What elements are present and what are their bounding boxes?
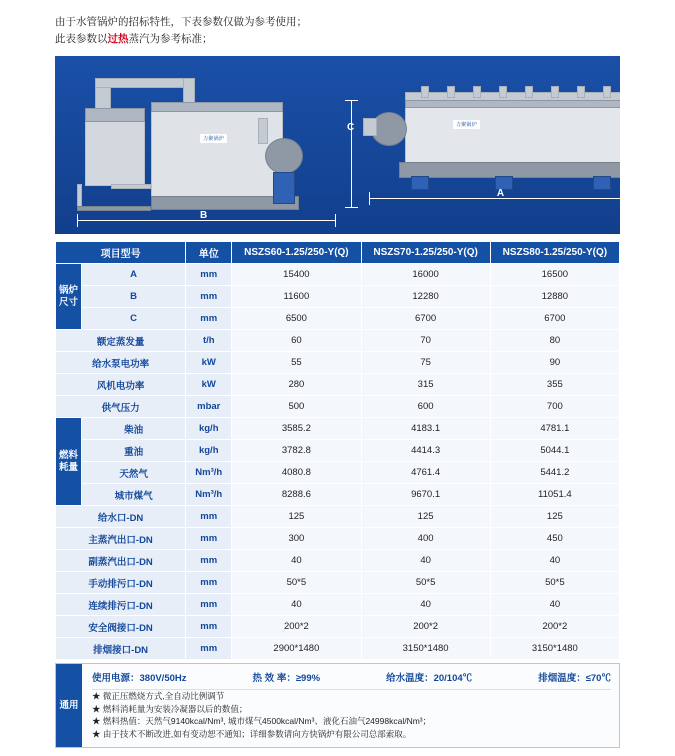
cell-value: 600 xyxy=(361,396,490,418)
row-unit: kg/h xyxy=(186,418,232,440)
note-line: ★ 燃料热值：天然气9140kcal/Nm³, 城市煤气4500kcal/Nm³、液化石油气24998kcal/Nm³； xyxy=(92,716,432,726)
table-row xyxy=(56,374,620,396)
row-unit: mm xyxy=(186,594,232,616)
note-efficiency: 热 效 率：≥99% xyxy=(252,673,321,684)
cell-value: 6700 xyxy=(361,308,490,330)
row-unit: Nm³/h xyxy=(186,462,232,484)
cell-value: 12280 xyxy=(361,286,490,308)
cell-value: 16500 xyxy=(490,264,619,286)
casing-top-band xyxy=(405,100,620,108)
cell-value: 15400 xyxy=(232,264,361,286)
cell-value: 300 xyxy=(232,528,361,550)
cell-value: 200*2 xyxy=(232,616,361,638)
table-row xyxy=(56,352,620,374)
row-label: 手动排污口-DN xyxy=(56,572,186,594)
dim-tick-b-left xyxy=(77,214,78,227)
row-unit: mm xyxy=(186,264,232,286)
table-header-row xyxy=(56,242,620,264)
cell-value: 16000 xyxy=(361,264,490,286)
cell-value: 200*2 xyxy=(361,616,490,638)
cell-value: 400 xyxy=(361,528,490,550)
cell-value: 40 xyxy=(361,594,490,616)
cell-value: 50*5 xyxy=(490,572,619,594)
top-nozzle-5 xyxy=(525,86,533,98)
base-foot-1 xyxy=(411,176,429,190)
table-row xyxy=(56,616,620,638)
row-label: 排烟接口-DN xyxy=(56,638,186,660)
intro-line-2-post: 蒸汽为参考标准； xyxy=(128,33,213,45)
row-label: 城市煤气 xyxy=(82,484,186,506)
note-exhaust-temp: 排烟温度：≤70℃ xyxy=(538,673,611,684)
base-foot-3 xyxy=(593,176,611,190)
row-unit: Nm³/h xyxy=(186,484,232,506)
notes-group-label: 通用 xyxy=(56,664,82,747)
cell-value: 125 xyxy=(490,506,619,528)
brand-badge-left: 力聚锅炉 xyxy=(200,134,227,143)
row-label: 给水口-DN xyxy=(56,506,186,528)
burner-inlet xyxy=(258,118,268,144)
cell-value: 4414.3 xyxy=(361,440,490,462)
cell-value: 9670.1 xyxy=(361,484,490,506)
intro-line-1: 由于水管锅炉的招标特性，下表参数仅做为参考使用； xyxy=(55,16,307,28)
note-power-supply: 使用电源：380V/50Hz xyxy=(92,673,187,684)
cell-value: 280 xyxy=(232,374,361,396)
cell-value: 40 xyxy=(490,594,619,616)
cell-value: 4761.4 xyxy=(361,462,490,484)
group-label-size xyxy=(56,264,82,330)
header-model-2: NSZS70-1.25/250-Y(Q) xyxy=(361,242,490,264)
row-unit: mbar xyxy=(186,396,232,418)
cell-value: 11051.4 xyxy=(490,484,619,506)
cell-value: 4781.1 xyxy=(490,418,619,440)
brand-badge-right: 力聚锅炉 xyxy=(453,120,480,129)
note-feedwater-temp: 给水温度：20/104℃ xyxy=(386,673,473,684)
specification-table xyxy=(55,241,620,660)
row-label: B xyxy=(82,286,186,308)
table-row xyxy=(56,506,620,528)
cell-value: 6500 xyxy=(232,308,361,330)
dim-label-b: B xyxy=(200,210,208,221)
note-line: ★ 由于技术不断改进,如有变动恕不通知；详细参数请向方快锅炉有限公司总部索取。 xyxy=(92,728,412,739)
row-label: 柴油 xyxy=(82,418,186,440)
row-unit: mm xyxy=(186,638,232,660)
cell-value: 80 xyxy=(490,330,619,352)
row-unit: t/h xyxy=(186,330,232,352)
row-label: A xyxy=(82,264,186,286)
dim-label-a: A xyxy=(496,188,505,199)
cell-value: 75 xyxy=(361,352,490,374)
note-line: ★ 燃料消耗量为安装冷凝器以后的数值； xyxy=(92,703,248,714)
cell-value: 40 xyxy=(490,550,619,572)
top-nozzle-6 xyxy=(551,86,559,98)
row-unit: kg/h xyxy=(186,440,232,462)
row-label: 主蒸汽出口-DN xyxy=(56,528,186,550)
cell-value: 2900*1480 xyxy=(232,638,361,660)
cell-value: 90 xyxy=(490,352,619,374)
cell-value: 55 xyxy=(232,352,361,374)
group-label-size-text: 锅炉尺寸 xyxy=(59,284,79,308)
cell-value: 50*5 xyxy=(361,572,490,594)
table-row xyxy=(56,396,620,418)
cell-value: 3150*1480 xyxy=(361,638,490,660)
table-head xyxy=(56,242,620,264)
general-notes xyxy=(55,663,620,748)
group-label-fuel-text: 燃料耗量 xyxy=(59,449,79,473)
table-row xyxy=(56,594,620,616)
top-nozzle-2 xyxy=(447,86,455,98)
cell-value: 40 xyxy=(361,550,490,572)
row-label: 供气压力 xyxy=(56,396,186,418)
notes-body xyxy=(82,664,619,747)
cell-value: 70 xyxy=(361,330,490,352)
dim-line-a xyxy=(369,198,620,199)
row-unit: kW xyxy=(186,352,232,374)
cell-value: 3782.8 xyxy=(232,440,361,462)
intro-text xyxy=(55,0,620,48)
boiler-side-view xyxy=(55,56,355,234)
row-label: 连续排污口-DN xyxy=(56,594,186,616)
cell-value: 6700 xyxy=(490,308,619,330)
cell-value: 200*2 xyxy=(490,616,619,638)
table-row xyxy=(56,638,620,660)
intro-line-2 xyxy=(55,31,620,48)
boiler-front-view xyxy=(349,56,620,234)
cell-value: 5441.2 xyxy=(490,462,619,484)
note-line: ★ 微正压燃烧方式,全自动比例调节 xyxy=(92,691,225,701)
cell-value: 125 xyxy=(232,506,361,528)
row-unit: mm xyxy=(186,550,232,572)
row-label: 安全阀接口-DN xyxy=(56,616,186,638)
row-unit: mm xyxy=(186,616,232,638)
cell-value: 315 xyxy=(361,374,490,396)
notes-summary-row xyxy=(92,670,611,690)
front-burner-motor xyxy=(363,118,377,136)
table-row xyxy=(56,440,620,462)
top-nozzle-7 xyxy=(577,86,585,98)
top-nozzle-8 xyxy=(603,86,611,98)
top-nozzle-3 xyxy=(473,86,481,98)
table-body xyxy=(56,264,620,660)
table-row xyxy=(56,528,620,550)
row-unit: mm xyxy=(186,308,232,330)
table-row xyxy=(56,264,620,286)
row-label: 风机电功率 xyxy=(56,374,186,396)
economizer-top xyxy=(85,108,145,122)
table-row xyxy=(56,308,620,330)
burner-support xyxy=(273,172,295,204)
header-unit: 单位 xyxy=(186,242,232,264)
cell-value: 40 xyxy=(232,594,361,616)
stack-duct xyxy=(95,78,193,88)
boiler-casing xyxy=(405,100,620,164)
row-label: 重油 xyxy=(82,440,186,462)
cell-value: 500 xyxy=(232,396,361,418)
table-row xyxy=(56,418,620,440)
row-unit: mm xyxy=(186,572,232,594)
table-row xyxy=(56,572,620,594)
cell-value: 8288.6 xyxy=(232,484,361,506)
top-nozzle-4 xyxy=(499,86,507,98)
table-row xyxy=(56,484,620,506)
row-unit: kW xyxy=(186,374,232,396)
table-row xyxy=(56,286,620,308)
cell-value: 11600 xyxy=(232,286,361,308)
header-model-3: NSZS80-1.25/250-Y(Q) xyxy=(490,242,619,264)
row-label: 副蒸汽出口-DN xyxy=(56,550,186,572)
cell-value: 4080.8 xyxy=(232,462,361,484)
cell-value: 50*5 xyxy=(232,572,361,594)
row-unit: mm xyxy=(186,528,232,550)
cell-value: 700 xyxy=(490,396,619,418)
boiler-diagram xyxy=(55,56,620,234)
intro-highlight: 过热 xyxy=(107,33,129,45)
row-label: 给水泵电功率 xyxy=(56,352,186,374)
top-nozzle-1 xyxy=(421,86,429,98)
row-label: C xyxy=(82,308,186,330)
table-row xyxy=(56,550,620,572)
cell-value: 60 xyxy=(232,330,361,352)
dim-label-c: C xyxy=(347,122,355,133)
intro-line-2-pre: 此表参数以 xyxy=(55,33,108,45)
platform-rail xyxy=(111,184,151,189)
table-row xyxy=(56,462,620,484)
cell-value: 4183.1 xyxy=(361,418,490,440)
table-row xyxy=(56,330,620,352)
header-model-1: NSZS60-1.25/250-Y(Q) xyxy=(232,242,361,264)
burner-fan xyxy=(265,138,303,174)
cell-value: 355 xyxy=(490,374,619,396)
cell-value: 40 xyxy=(232,550,361,572)
group-label-fuel xyxy=(56,418,82,506)
row-label: 天然气 xyxy=(82,462,186,484)
cell-value: 12880 xyxy=(490,286,619,308)
row-label: 额定蒸发量 xyxy=(56,330,186,352)
cell-value: 3585.2 xyxy=(232,418,361,440)
cell-value: 5044.1 xyxy=(490,440,619,462)
economizer-casing xyxy=(85,118,145,186)
row-unit: mm xyxy=(186,506,232,528)
boiler-top-rail xyxy=(151,102,283,112)
cell-value: 3150*1480 xyxy=(490,638,619,660)
stair-base xyxy=(77,206,151,211)
dim-tick-a-left xyxy=(369,192,370,205)
dim-tick-b-right xyxy=(335,214,336,227)
row-unit: mm xyxy=(186,286,232,308)
header-item: 项目型号 xyxy=(56,242,186,264)
cell-value: 125 xyxy=(361,506,490,528)
cell-value: 450 xyxy=(490,528,619,550)
